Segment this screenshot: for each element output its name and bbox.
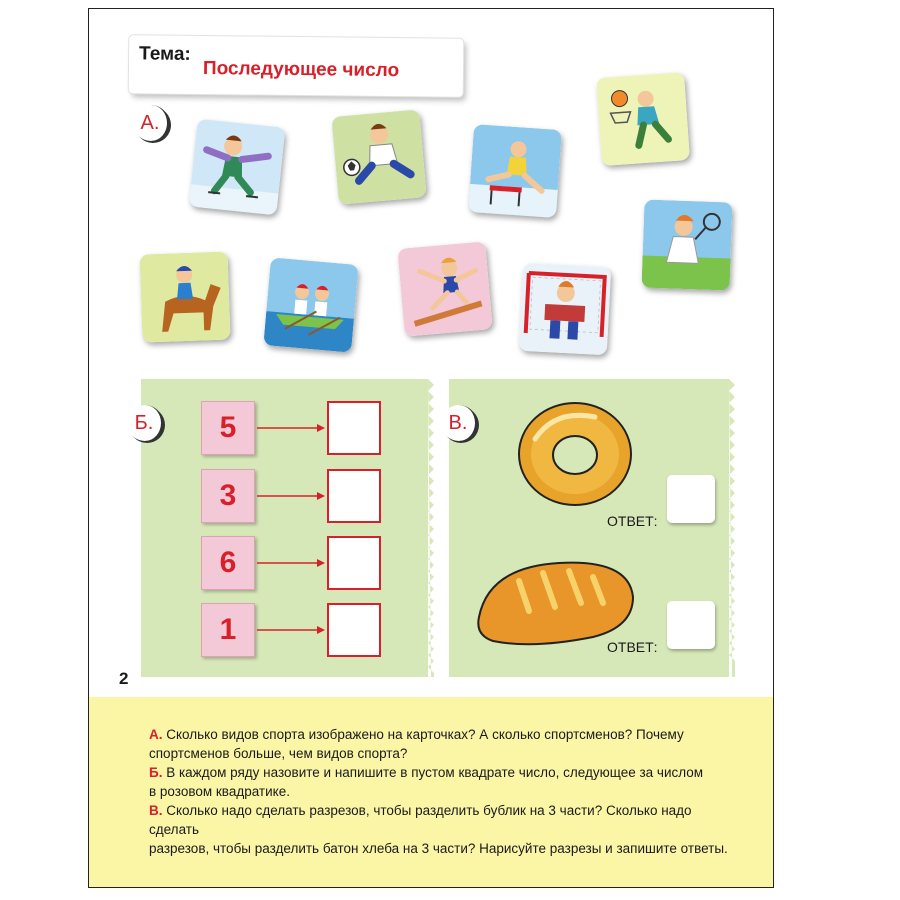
card-hockey [519, 263, 611, 355]
rowers-icon [263, 257, 358, 352]
football-player-icon [331, 109, 426, 204]
instructions-box [89, 697, 774, 888]
card-hurdles [468, 124, 562, 218]
given-number-2: 3 [201, 469, 255, 523]
instruction-v-key: В. [149, 803, 163, 818]
section-v-badge: В. [441, 405, 477, 441]
topic-label: Тема: [139, 43, 191, 65]
card-horse-riding [139, 251, 230, 342]
arrow-icon [257, 624, 327, 636]
goalkeeper-icon [519, 263, 611, 355]
answer-square-1[interactable] [327, 401, 381, 455]
tennis-player-icon [641, 199, 732, 290]
instruction-a-cont: спортсменов больше, чем видов спорта? [149, 746, 408, 761]
answer-square-3[interactable] [327, 536, 381, 590]
instruction-b-text-1: В каждом ряду назовите и напишите в пустом квадрате число, следующее за числом [162, 765, 704, 780]
workbook-page [88, 8, 774, 888]
instruction-a [149, 725, 745, 744]
arrow-icon [257, 557, 327, 569]
answer-label-bagel: ОТВЕТ: [607, 513, 658, 529]
answer-square-2[interactable] [327, 469, 381, 523]
card-figure-skating [189, 119, 286, 216]
answer-square-4[interactable] [327, 603, 381, 657]
bread-loaf-icon [473, 557, 637, 647]
arrow-icon [257, 422, 327, 434]
card-basketball [596, 72, 690, 166]
basketball-player-icon [596, 72, 690, 166]
given-number-3: 6 [201, 536, 255, 590]
answer-box-bread[interactable] [667, 601, 715, 649]
bagel-icon [515, 399, 635, 509]
gymnast-icon [397, 241, 492, 336]
hurdler-icon [468, 124, 562, 218]
instruction-a-text-1: Сколько видов спорта изображено на карточках? А сколько спортсменов? Почему [162, 727, 684, 742]
topic-title: Последующее число [202, 58, 400, 82]
instruction-b-key: Б. [149, 765, 163, 780]
instruction-b [149, 763, 745, 782]
card-football [331, 109, 426, 204]
arrow-icon [257, 490, 327, 502]
answer-box-bagel[interactable] [667, 475, 715, 523]
given-number-4: 1 [201, 603, 255, 657]
instruction-a-key: А. [149, 727, 163, 742]
answer-label-bread: ОТВЕТ: [607, 639, 658, 655]
instruction-v-text-1: Сколько надо сделать разрезов, чтобы разделить бублик на 3 части? Сколько надо сделать [149, 803, 692, 837]
section-b-badge: Б. [127, 405, 163, 441]
card-gymnastics [397, 241, 492, 336]
page-number: 2 [119, 669, 129, 688]
instruction-v [149, 801, 745, 839]
topic-banner [129, 35, 464, 96]
card-tennis [641, 199, 732, 290]
instruction-b-cont: в розовом квадратике. [149, 784, 290, 799]
instruction-v-cont: разрезов, чтобы разделить батон хлеба на 3 части? Нарисуйте разрезы и запишите ответы. [149, 841, 728, 856]
rider-icon [139, 251, 230, 342]
card-rowing [263, 257, 358, 352]
skater-icon [189, 119, 286, 216]
section-a-badge: А. [133, 105, 169, 141]
given-number-1: 5 [201, 401, 255, 455]
